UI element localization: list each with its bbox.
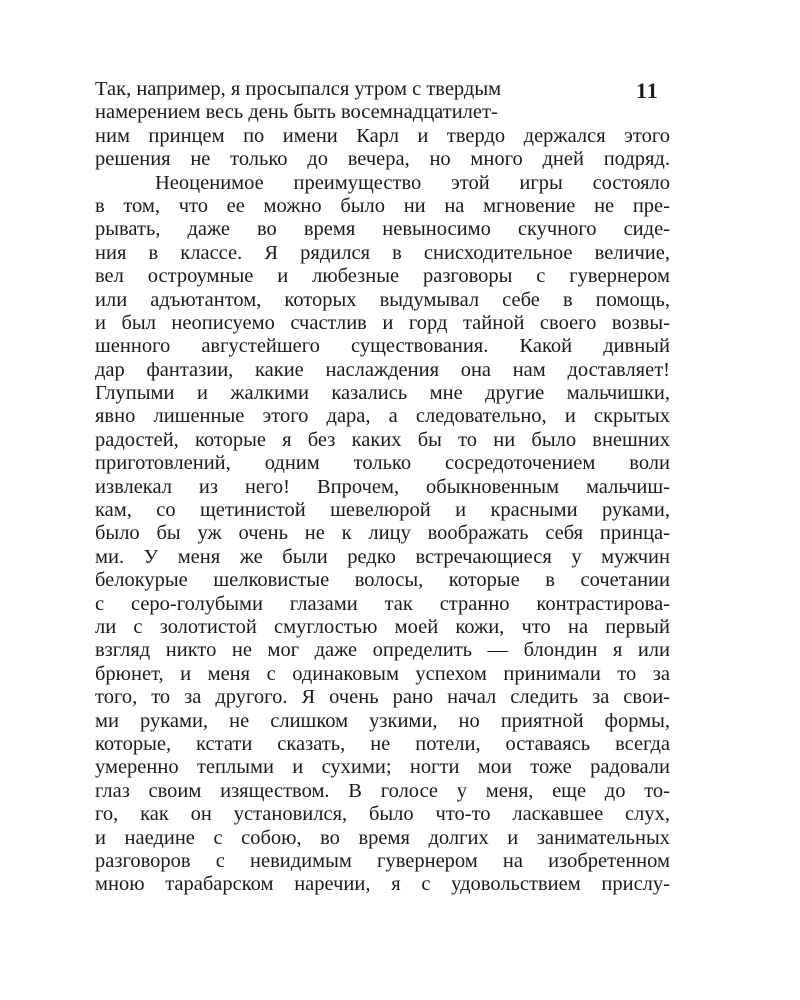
text-line: было бы уж очень не к лицу воображать себя принца- [95, 522, 670, 545]
text-line: мною тарабарском наречии, я с удовольствием прислу- [95, 873, 670, 896]
text-line: ним принцем по имени Карл и твердо держался этого [95, 124, 670, 147]
text-line: явно лишенные этого дара, а следовательно, и скрытых [95, 405, 670, 428]
text-line: кам, со щетинистой шевелюрой и красными руками, [95, 499, 670, 522]
text-line: решения не только до вечера, но много дней подряд. [95, 148, 670, 171]
text-line: Глупыми и жалкими казались мне другие мальчишки, [95, 382, 670, 405]
text-line: того, то за другого. Я очень рано начал следить за свои- [95, 686, 670, 709]
page-number: 11 [636, 78, 659, 103]
text-line: вел остроумные и любезные разговоры с гувернером [95, 265, 670, 288]
text-line: извлекал из него! Впрочем, обыкновенным мальчиш- [95, 475, 670, 498]
text-line: умеренно теплыми и сухими; ногти мои тоже радовали [95, 756, 670, 779]
text-line: ния в классе. Я рядился в снисходительное величие, [95, 241, 670, 264]
text-line: в том, что ее можно было ни на мгновение не пре- [95, 194, 670, 217]
text-line: разговоров с невидимым гувернером на изобретенном [95, 849, 670, 872]
text-line: глаз своим изяществом. В голосе у меня, еще до то- [95, 779, 670, 802]
text-line: радостей, которые я без каких бы то ни было внешних [95, 428, 670, 451]
text-line: белокурые шелковистые волосы, которые в сочетании [95, 569, 670, 592]
text-line: брюнет, и меня с одинаковым успехом принимали то за [95, 662, 670, 685]
text-line: ми. У меня же были редко встречающиеся у мужчин [95, 545, 670, 568]
text-line: или адъютантом, которых выдумывал себе в помощь, [95, 288, 670, 311]
text-line: Так, например, я просыпался утром с твердым [95, 78, 502, 100]
text-line: ли с золотистой смуглостью моей кожи, что на первый [95, 615, 670, 638]
text-line: которые, кстати сказать, не потели, оставаясь всегда [95, 732, 670, 755]
text-line: шенного августейшего существования. Какой дивный [95, 335, 670, 358]
text-line: рывать, даже во время невыносимо скучного сиде- [95, 218, 670, 241]
text-line: го, как он установился, было что-то ласкавшее слух, [95, 803, 670, 826]
text-line: намерением весь день быть восемнадцатилет- [95, 101, 498, 124]
paragraph-start-line: Неоценимое преимущество этой игры состояло [155, 171, 670, 194]
text-line: взгляд никто не мог даже определить — блондин я или [95, 639, 670, 662]
body-text [95, 78, 670, 897]
text-line: приготовлений, одним только сосредоточением воли [95, 452, 670, 475]
text-line: ми руками, не слишком узкими, но приятной формы, [95, 709, 670, 732]
text-line: и наедине с собою, во время долгих и занимательных [95, 826, 670, 849]
text-line: и был неописуемо счастлив и горд тайной своего возвы- [95, 311, 670, 334]
text-line: с серо-голубыми глазами так странно контрастирова- [95, 592, 670, 615]
text-line: дар фантазии, какие наслаждения она нам доставляет! [95, 358, 670, 381]
